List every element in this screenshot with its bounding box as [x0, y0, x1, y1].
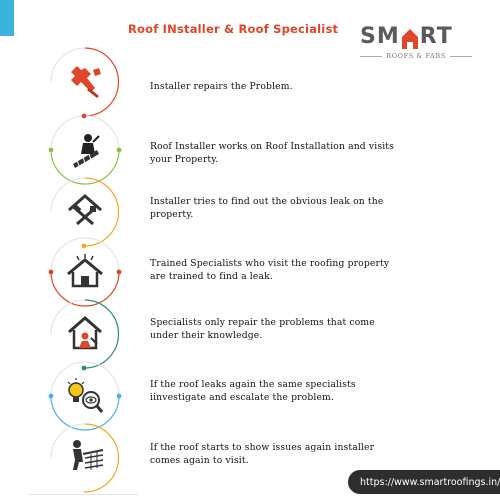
tools-wrench-icon: [65, 62, 105, 102]
roof-worker-icon: [65, 436, 105, 476]
timeline-step: [0, 240, 500, 304]
step-text: Specialists only repair the problems that come under their knowledge.: [150, 317, 375, 341]
house-repair-icon: [65, 314, 105, 354]
step-text: Roof Installer works on Roof Installation and visits your Property.: [150, 141, 394, 165]
step-icon-circle: [46, 302, 124, 366]
timeline-step: [0, 50, 500, 114]
house-leak-icon: [65, 252, 105, 292]
timeline-step: [0, 302, 500, 366]
step-icon-circle: [46, 50, 124, 114]
step-icon-circle: [46, 424, 124, 488]
logo-wordmark: SM RT: [360, 24, 453, 49]
timeline-step: [0, 118, 500, 182]
step-icon-circle: [46, 118, 124, 182]
timeline-step: [0, 180, 500, 244]
website-url-badge[interactable]: [348, 470, 500, 494]
timeline-step: [0, 364, 500, 428]
step-text: Trained Specialists who visit the roofing property are trained to find a leak.: [150, 258, 390, 282]
footer-divider: [28, 494, 138, 495]
step-text: If the roof starts to show issues again installer comes again to visit.: [150, 442, 375, 466]
logo-tagline: ROOFS & FABS: [386, 52, 446, 60]
page-title: Roof INstaller & Roof Specialist: [128, 22, 339, 36]
step-text: Installer repairs the Problem.: [150, 81, 293, 92]
step-icon-circle: [46, 180, 124, 244]
step-text: If the roof leaks again the same specialists iinvestigate and escalate the problem.: [150, 379, 356, 403]
step-text: Installer tries to find out the obvious leak on the property.: [150, 196, 384, 220]
idea-inspect-icon: [65, 376, 105, 416]
step-icon-circle: [46, 364, 124, 428]
website-url[interactable]: https://www.smartroofings.in/: [360, 476, 500, 488]
step-icon-circle: [46, 240, 124, 304]
house-hammer-icon: [65, 192, 105, 232]
roofer-worker-icon: [65, 130, 105, 170]
